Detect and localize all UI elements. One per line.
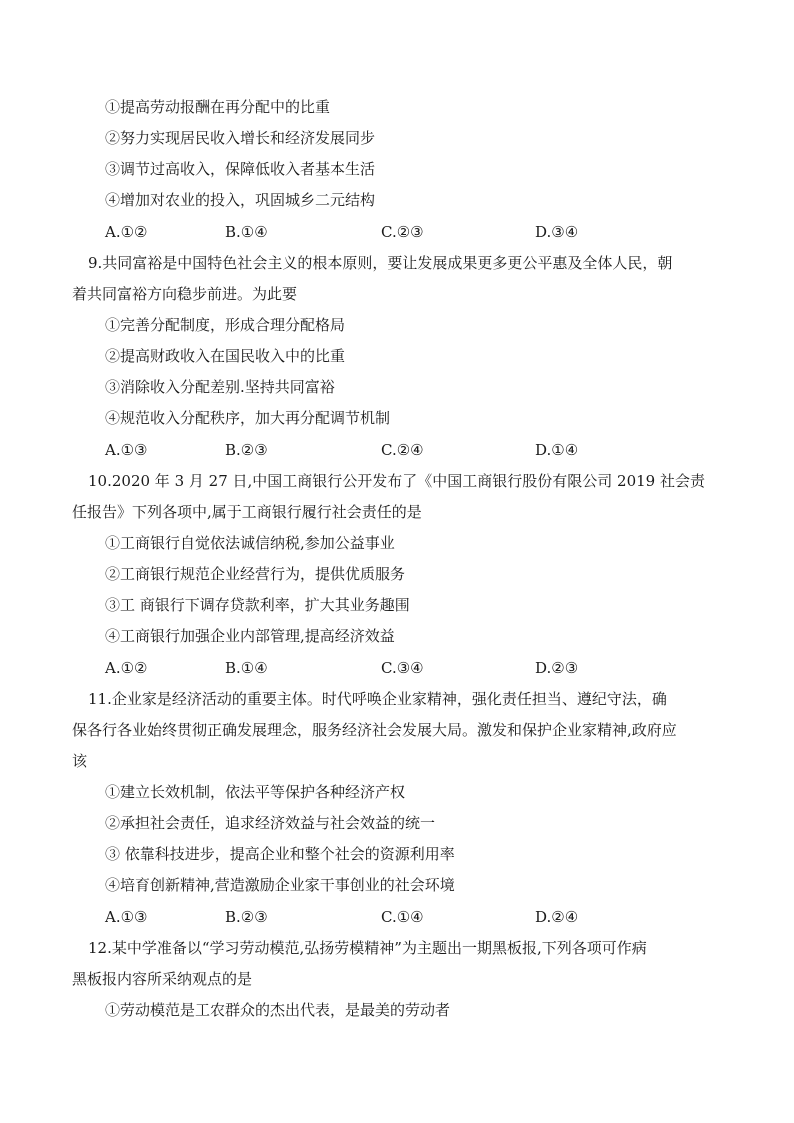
q9-item-1: ①完善分配制度，形成合理分配格局 [105,316,346,334]
q9-option-c: C.②④ [381,441,424,459]
q11-option-a: A.①③ [105,908,148,926]
q8-option-d: D.③④ [535,223,579,241]
q9-option-d: D.①④ [535,441,579,459]
q8-option-c: C.②③ [381,223,424,241]
q10-option-d: D.②③ [535,659,579,677]
q11-options [105,907,725,927]
q10-option-c: C.③④ [381,659,424,677]
q8-options [105,222,725,242]
q10-stem-line-2: 任报告》下列各项中,属于工商银行履行社会责任的是 [72,503,422,521]
q12-stem-line-2: 黑板报内容所采纳观点的是 [72,970,253,988]
q10-option-b: B.①④ [225,659,268,677]
q9-option-b: B.②③ [225,441,268,459]
q11-item-3: ③ 依靠科技进步，提高企业和整个社会的资源利用率 [105,845,455,863]
q10-item-2: ②工商银行规范企业经营行为，提供优质服务 [105,565,406,583]
q8-item-4: ④增加对农业的投入，巩固城乡二元结构 [105,191,376,209]
q11-option-c: C.①④ [381,908,424,926]
q9-stem-line-1: 9.共同富裕是中国特色社会主义的根本原则，要让发展成果更多更公平惠及全体人民，朝 [88,254,673,272]
q9-stem-line-2: 着共同富裕方向稳步前进。为此要 [72,285,298,303]
q11-stem-line-3: 该 [72,752,88,770]
q11-option-d: D.②④ [535,908,579,926]
q10-item-3: ③工 商银行下调存贷款利率，扩大其业务趣围 [105,596,410,614]
q10-stem-line-1: 10.2020 年 3 月 27 日,中国工商银行公开发布了《中国工商银行股份有限公司 2019 社会责 [88,472,705,490]
q10-option-a: A.①② [105,659,148,677]
q10-item-1: ①工商银行自觉依法诚信纳税,参加公益事业 [105,534,395,552]
q11-stem-line-1: 11.企业家是经济活动的重要主体。时代呼唤企业家精神，强化责任担当、遵纪守法，确 [88,690,667,708]
q11-item-4: ④培育创新精神,营造激励企业家干事创业的社会环境 [105,876,455,894]
q9-options [105,440,725,460]
q9-option-a: A.①③ [105,441,148,459]
q11-item-2: ②承担社会责任，追求经济效益与社会效益的统一 [105,814,436,832]
q8-item-3: ③调节过高收入，保障低收入者基本生活 [105,160,376,178]
q10-item-4: ④工商银行加强企业内部管理,提高经济效益 [105,627,395,645]
q8-item-1: ①提高劳动报酬在再分配中的比重 [105,98,331,116]
q12-stem-line-1: 12.某中学准备以“学习劳动模范,弘扬劳模精神”为主题出一期黑板报,下列各项可作病 [88,939,647,957]
q11-item-1: ①建立长效机制，依法平等保护各种经济产权 [105,783,406,801]
q8-item-2: ②努力实现居民收入增长和经济发展同步 [105,129,376,147]
q12-item-1: ①劳动模范是工农群众的杰出代表，是最美的劳动者 [105,1001,451,1019]
q9-item-4: ④规范收入分配秩序，加大再分配调节机制 [105,409,391,427]
q8-option-a: A.①② [105,223,148,241]
q8-option-b: B.①④ [225,223,268,241]
q10-options [105,658,725,678]
q11-option-b: B.②③ [225,908,268,926]
q9-item-3: ③消除收入分配差别.坚持共同富裕 [105,378,335,396]
q9-item-2: ②提高财政收入在国民收入中的比重 [105,347,346,365]
q11-stem-line-2: 保各行各业始终贯彻正确发展理念，服务经济社会发展大局。激发和保护企业家精神,政府应 [72,721,677,739]
